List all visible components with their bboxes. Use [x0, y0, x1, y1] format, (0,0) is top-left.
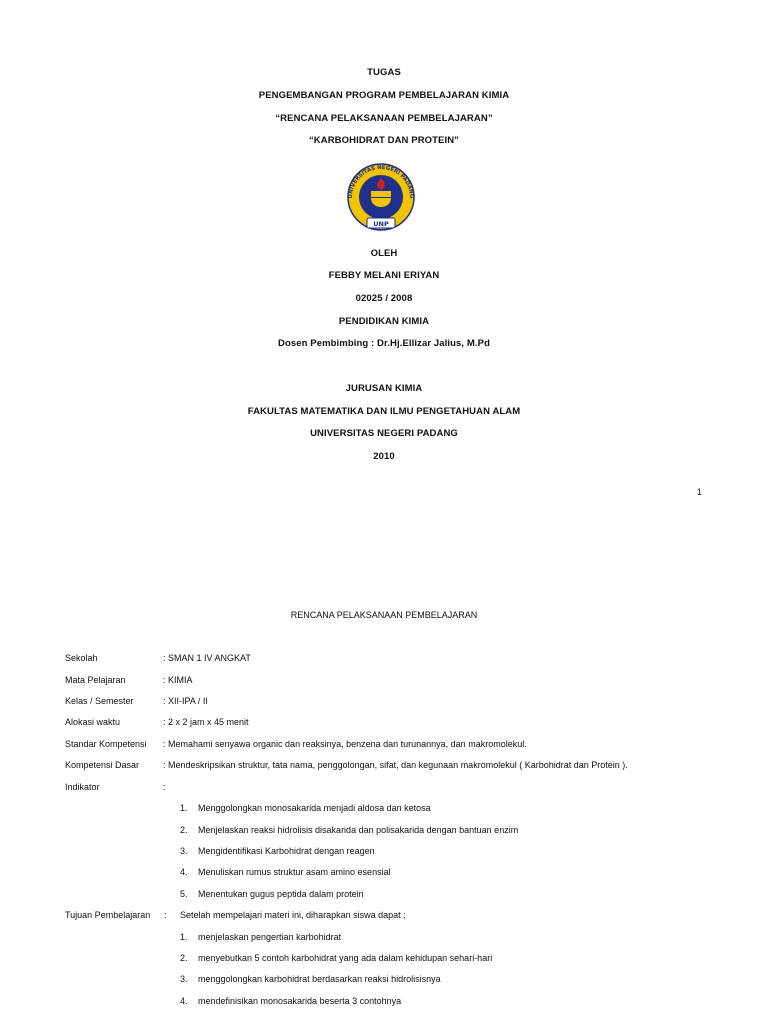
item-number: 2.	[180, 953, 188, 963]
item-number: 1.	[180, 932, 188, 942]
field-value: : Memahami senyawa organic dan reaksinya, benzena dan turunannya, dan makromolekul.	[163, 739, 527, 749]
item-text: Menjelaskan reaksi hidrolisis disakarida dan polisakarida dengan bantuan enzim	[198, 825, 519, 835]
author-oleh: OLEH	[370, 248, 398, 259]
cover-heading-course: PENGEMBANGAN PROGRAM PEMBELAJARAN KIMIA	[258, 90, 510, 101]
institution-year: 2010	[373, 451, 395, 462]
item-text: menyebutkan 5 contoh karbohidrat yang ada dalam kehidupan sehari-hari	[198, 953, 493, 963]
field-label: Alokasi waktu	[65, 717, 121, 727]
institution-university: UNIVERSITAS NEGERI PADANG	[310, 428, 458, 439]
field-value: : Mendeskripsikan struktur, tata nama, penggolongan, sifat, dan kegunaan makromolekul ( Karbohidrat dan Protein ).	[163, 760, 628, 770]
item-text: Mengidentifikasi Karbohidrat dengan reagen	[198, 846, 375, 856]
field-value: : 2 x 2 jam x 45 menit	[163, 717, 249, 727]
item-text: Menentukan gugus peptida dalam protein	[198, 889, 364, 899]
cover-heading-rpp: “RENCANA PELAKSANAAN PEMBELAJARAN”	[275, 113, 493, 124]
tujuan-colon: :	[164, 910, 167, 920]
institution-faculty: FAKULTAS MATEMATIKA DAN ILMU PENGETAHUAN ALAM	[247, 406, 521, 417]
supervisor: Dosen Pembimbing : Dr.Hj.Ellizar Jalius, M.Pd	[278, 338, 490, 349]
field-label: Kelas / Semester	[65, 696, 134, 706]
author-name: FEBBY MELANI ERIYAN	[328, 270, 440, 281]
logo-ring-text: UNIVERSITAS NEGERI PADANG	[347, 164, 415, 199]
field-label: Standar Kompetensi	[65, 739, 147, 749]
item-number: 3.	[180, 846, 188, 856]
item-number: 4.	[180, 996, 188, 1006]
item-text: Menggolongkan monosakarida menjadi aldosa dan ketosa	[198, 803, 431, 813]
cover-heading-tugas: TUGAS	[367, 67, 401, 78]
field-label: Indikator	[65, 782, 100, 792]
tujuan-intro: Setelah mempelajari materi ini, diharapkan siswa dapat ;	[180, 910, 406, 920]
field-label: Mata Pelajaran	[65, 675, 126, 685]
item-number: 4.	[180, 867, 188, 877]
page-number: 1	[697, 487, 703, 497]
field-value: :	[163, 782, 166, 792]
field-value: : XII-IPA / II	[163, 696, 208, 706]
item-text: menjelaskan pengertian karbohidrat	[198, 932, 342, 942]
unp-logo	[342, 162, 420, 232]
rpp-title: RENCANA PELAKSANAAN PEMBELAJARAN	[290, 610, 478, 620]
item-number: 2.	[180, 825, 188, 835]
item-number: 1.	[180, 803, 188, 813]
field-value: : KIMIA	[163, 675, 193, 685]
cover-heading-topic: “KARBOHIDRAT DAN PROTEIN”	[308, 135, 460, 146]
logo-badge-text: UNP	[373, 220, 389, 228]
item-number: 3.	[180, 974, 188, 984]
tujuan-label: Tujuan Pembelajaran	[65, 910, 151, 920]
item-text: mendefinisikan monosakarida beserta 3 contohnya	[198, 996, 402, 1006]
institution-department: JURUSAN KIMIA	[345, 383, 423, 394]
author-program: PENDIDIKAN KIMIA	[338, 316, 430, 327]
item-number: 5.	[180, 889, 188, 899]
item-text: menggolongkan karbohidrat berdasarkan reaksi hidrolisisnya	[198, 974, 441, 984]
item-text: Menuliskan rumus struktur asam amino esensial	[198, 867, 391, 877]
field-value: : SMAN 1 IV ANGKAT	[163, 653, 251, 663]
field-label: Sekolah	[65, 653, 98, 663]
field-label: Kompetensi Dasar	[65, 760, 140, 770]
author-nim: 02025 / 2008	[355, 293, 413, 304]
